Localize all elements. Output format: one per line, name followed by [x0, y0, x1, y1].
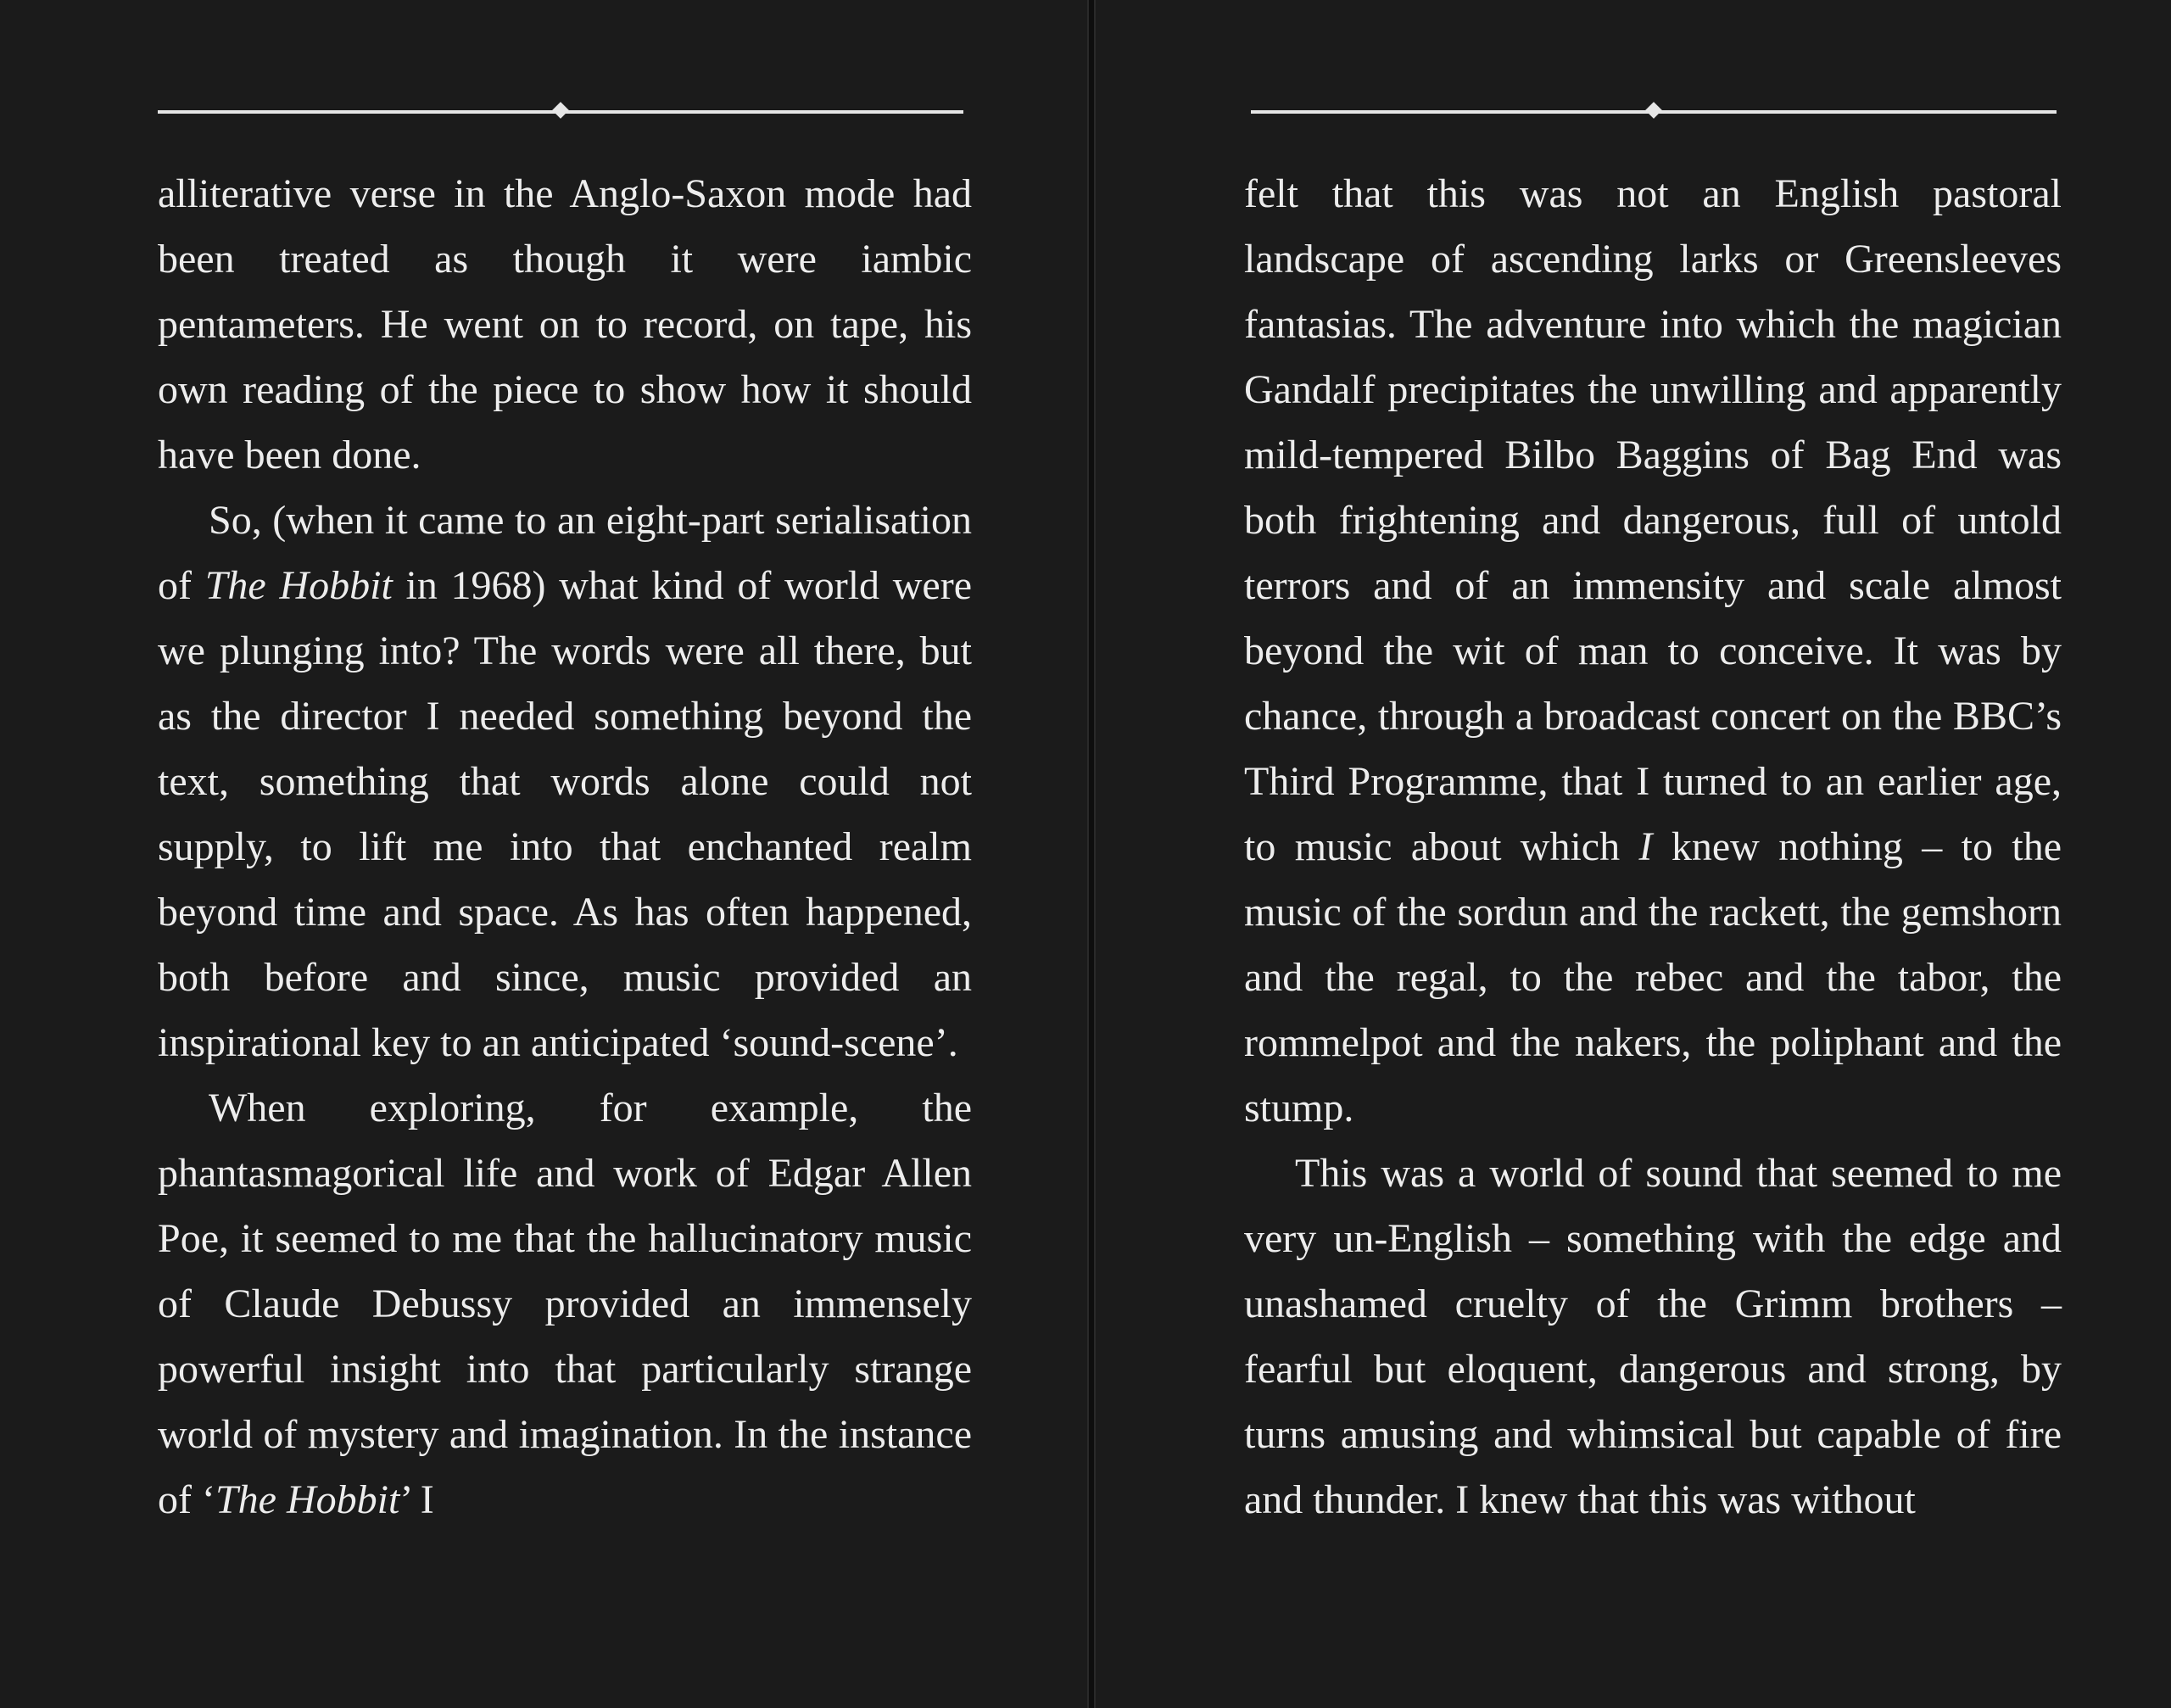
body-text: So, (when it came to an eight-part serialisation of: [158, 498, 972, 608]
right-ornamental-rule: [1251, 110, 2057, 114]
italic-title-text: The Hobbit: [215, 1477, 400, 1522]
body-text: in 1968) what kind of world were we plunging into? The words were all there, but as the director I needed something beyond the text, something that words alone could not supply, to lift me into that enchanted realm beyond time and space. As has often happened, both before and since, music provided an inspirational key to an anticipated ‘sound-scene’.: [158, 563, 973, 1065]
right-page-text: [1244, 161, 2062, 1532]
paragraph: [1244, 1141, 2062, 1532]
right-page: [1096, 0, 2171, 1708]
body-text: This was a world of sound that seemed to me very un-English – something with the edge and unashamed cruelty of the Grimm brothers – fearful but eloquent, dangerous and strong, by turns amusing and whimsical but capable of fire and thunder. I knew that this was without: [1244, 1151, 2062, 1522]
body-text: felt that this was not an English pastoral landscape of ascending larks or Greensleeves fantasias. The adventure into which the magician Gandalf precipitates the unwilling and apparently mild-tempered Bilbo Baggins of Bag End was both frightening and dangerous, full of untold terrors and of an immensity and scale almost beyond the wit of man to conceive. It was by chance, through a broadcast concert on the BBC’s Third Programme, that I turned to an earlier age, to music about which: [1244, 171, 2062, 869]
body-text: knew nothing – to the music of the sordun and the rackett, the gemshorn and the regal, to the rebec and the tabor, the rommelpot and the nakers, the poliphant and the stump.: [1244, 824, 2062, 1130]
italic-title-text: I: [1638, 824, 1653, 869]
body-text: When exploring, for example, the phantasmagorical life and work of Edgar Allen Poe, it seemed to me that the hallucinatory music of Claude Debussy provided an immensely powerful insight into that particularly strange world of mystery and imagination. In the instance of ‘: [158, 1086, 972, 1522]
body-text: alliterative verse in the Anglo-Saxon mode had been treated as though it were iambic pentameters. He went on to record, on tape, his own reading of the piece to show how it should have been done.: [158, 171, 972, 477]
paragraph: [158, 161, 972, 488]
italic-title-text: The Hobbit: [204, 563, 393, 608]
book-gutter: [1087, 0, 1096, 1708]
body-text: ’ I: [399, 1477, 434, 1522]
diamond-ornament-icon: [1645, 102, 1662, 119]
diamond-ornament-icon: [552, 102, 569, 119]
left-page-text: [158, 161, 972, 1532]
paragraph: [1244, 161, 2062, 1141]
paragraph: [158, 1075, 972, 1532]
paragraph: [158, 488, 972, 1075]
left-ornamental-rule: [158, 110, 963, 114]
